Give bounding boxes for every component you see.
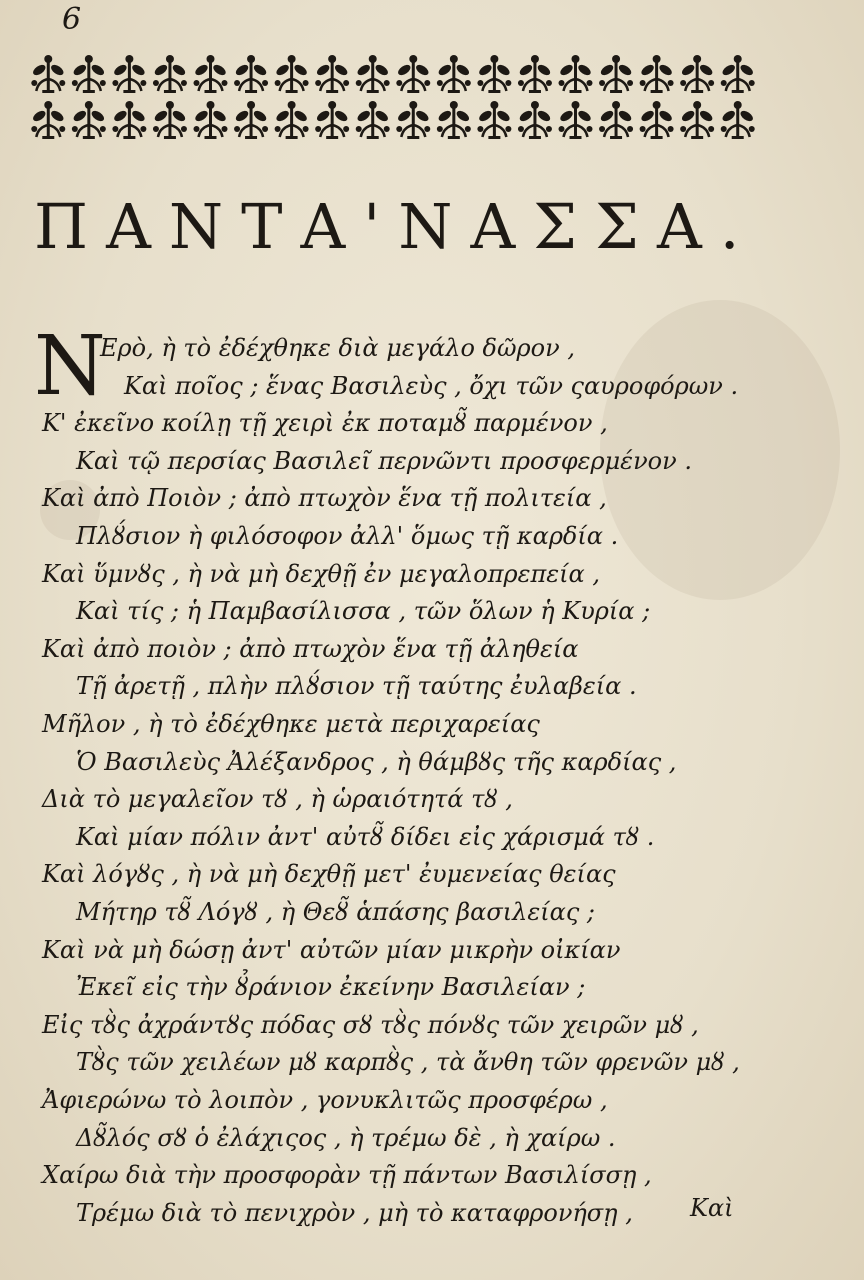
verse-line: Καὶ τίς ; ἡ Παμβασίλισσα , τῶν ὅλων ἡ Κυρία ; [76,597,651,626]
verse-line: Δȣ̃λός σȣ ὁ ἐλάχιςος , ὴ τρέμω δὲ , ὴ χαίρω . [76,1123,616,1152]
drop-cap: N [34,319,106,414]
verse-line: Τῇ ἀρετῇ , πλὴν πλȣ́σιον τῇ ταύτης ἐυλαβεία . [76,672,637,701]
verse-line: Καὶ ὕμνȣς , ὴ νὰ μὴ δεχθῇ ἐν μεγαλοπρεπεία , [42,559,600,588]
verse-line: Καὶ μίαν πόλιν ἀντ' αὐτȣ̃ δίδει εἰς χάρισμά τȣ . [76,822,655,851]
verse-line: Καὶ νὰ μὴ δώσῃ ἀντ' αὐτῶν μίαν μικρὴν οἰκίαν [42,935,621,964]
verse-line: Μήτηρ τȣ̃ Λόγȣ , ὴ Θεȣ̃ ἁπάσης βασιλείας ; [76,898,595,926]
verse-line: Κ' ἐκεῖνο κοίλῃ τῇ χειρὶ ἐκ ποταμȣ̃ παρμένον , [42,409,608,438]
verse-line: Ἀφιερώνω τὸ λοιπὸν , γονυκλιτῶς προσφέρω , [42,1086,608,1114]
verse-line: Ερὸ, ὴ τὸ ἐδέχθηκε διὰ μεγάλο δῶρον , [100,334,575,362]
page-number: 6 [62,2,82,37]
verse-line: Χαίρω διὰ τὴν προσφορὰν τῇ πάντων Βασιλίσσῃ , [42,1161,652,1190]
verse-line: Καὶ λόγȣς , ὴ νὰ μὴ δεχθῇ μετ' ἐυμενείας θείας [42,860,616,889]
verse-line: Διὰ τὸ μεγαλεῖον τȣ , ὴ ὡραιότητά τȣ , [42,785,513,814]
verse-line: Καὶ τῷ περσίας Βασιλεῖ περνῶντι προσφερμένον . [76,446,692,475]
verse-line: Μῆλον , ὴ τὸ ἐδέχθηκε μετὰ περιχαρείας [42,710,540,738]
verse-line: Τȣ̀ς τῶν χειλέων μȣ καρπȣ̀ς , τὰ ἄνθη τῶν φρενῶν μȣ , [76,1048,740,1077]
verse-line: Τρέμω διὰ τὸ πενιχρὸν , μὴ τὸ καταφρονήσῃ , [76,1198,633,1227]
verse-line: Ὁ Βασιλεὺς Ἀλέξανδρος , ὴ θάμβȣς τῆς καρδίας , [76,747,677,776]
page-title: ΠΑΝΤΑ'ΝΑΣΣΑ. [34,190,758,263]
verse-line: Εἰς τȣ̀ς ἀχράντȣς πόδας σȣ τȣ̀ς πόνȣς τῶν χειρῶν μȣ , [42,1010,699,1039]
verse-line: Ἐκεῖ εἰς τὴν ȣ̉ράνιον ἐκείνην Βασιλείαν ; [76,973,586,1002]
verse-line: Καὶ ποῖος ; ἕνας Βασιλεὺς , ὄχι τῶν ςαυροφόρων . [124,371,739,400]
catchword: Καὶ [690,1194,734,1222]
verse-line: Πλȣ́σιον ὴ φιλόσοφον ἀλλ' ὅμως τῇ καρδία . [76,522,619,550]
verse-line: Καὶ ἀπὸ ποιὸν ; ἀπὸ πτωχὸν ἕνα τῇ ἀληθεία [42,634,579,663]
verse-line: Καὶ ἀπὸ Ποιὸν ; ἀπὸ πτωχὸν ἕνα τῇ πολιτεία , [42,484,607,513]
